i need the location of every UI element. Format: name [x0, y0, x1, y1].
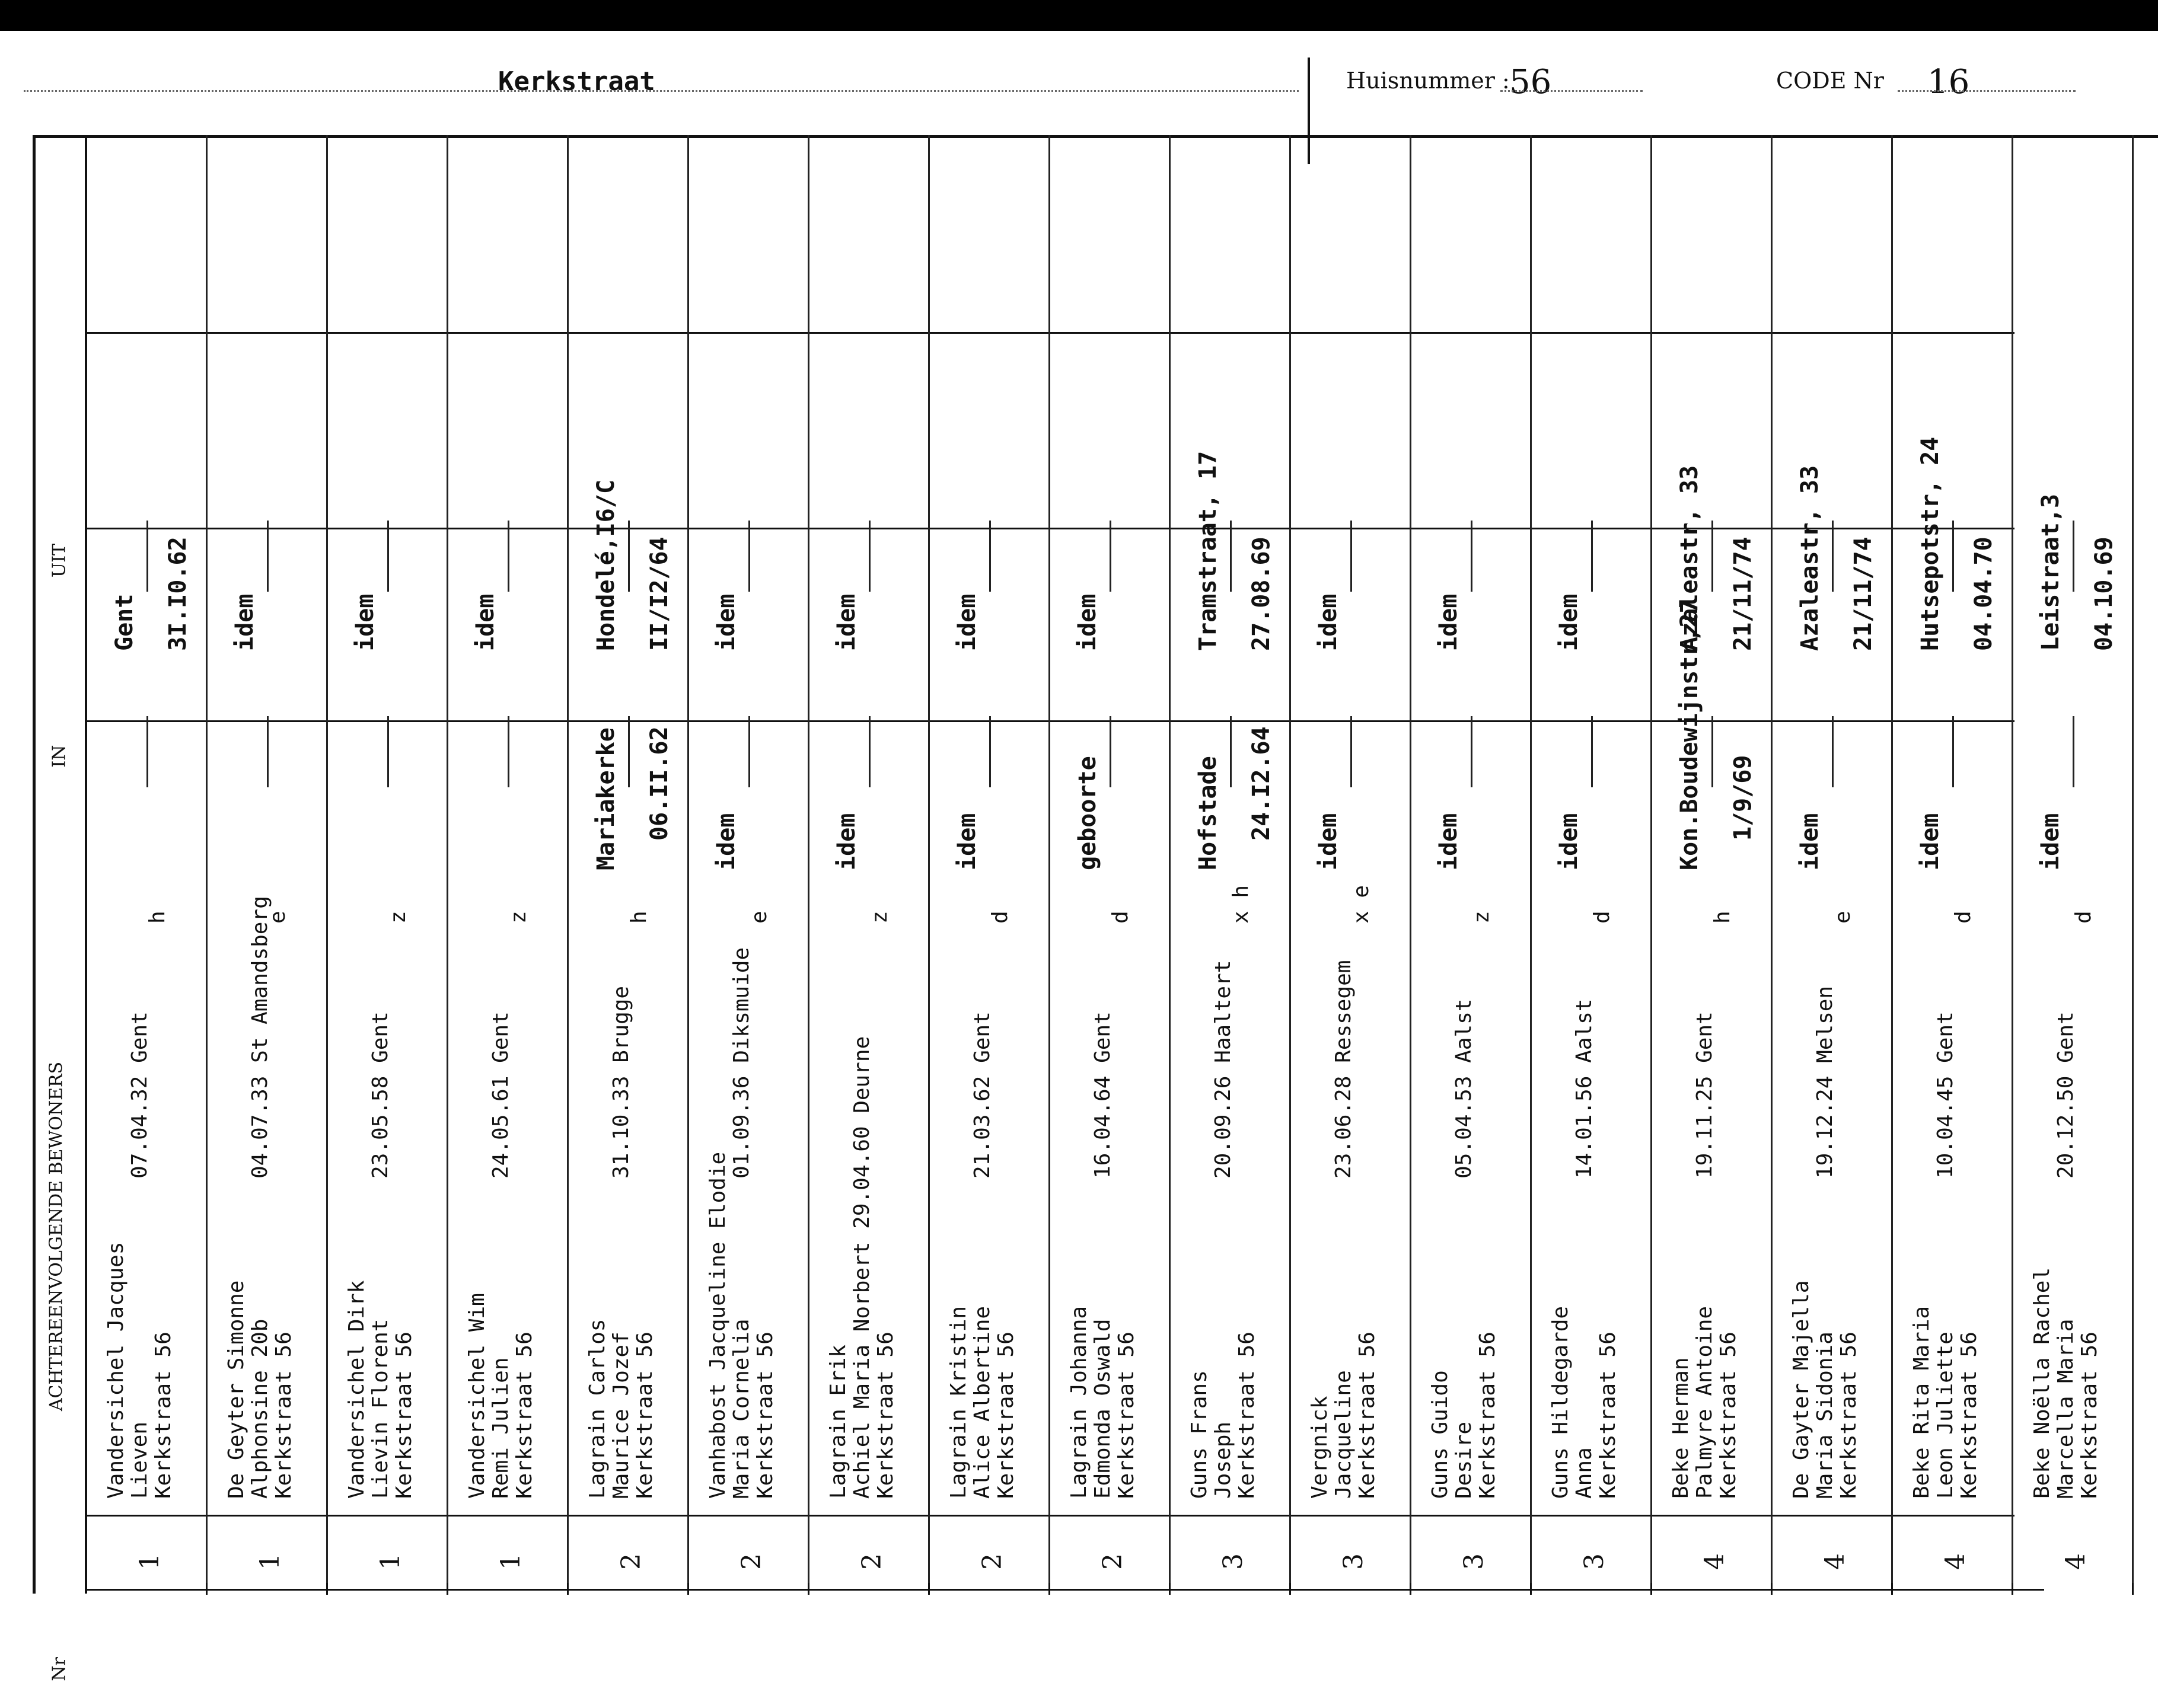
resident-address: Kerkstraat 56: [512, 1332, 537, 1499]
out-place: idem: [1555, 593, 1583, 651]
date-sub-divider: [387, 521, 389, 592]
residents-header: ACHTEREENVOLGENDE BEWONERS: [46, 1061, 67, 1412]
resident-name: Vanhabost Jacqueline Elodie: [706, 1151, 730, 1499]
out-place: Leistraat,3: [2037, 494, 2064, 651]
resident-column: [1773, 135, 1893, 1594]
resident-birth: 20.12.50 Gent: [2054, 1011, 2078, 1179]
in-place: idem: [1796, 813, 1824, 870]
in-place: geboorte: [1074, 756, 1101, 870]
house-number-label: Huisnummer :: [1346, 68, 1510, 94]
date-sub-divider: [1230, 716, 1232, 787]
date-sub-divider: [1110, 521, 1111, 592]
resident-address: Kerkstraat 56: [1475, 1332, 1500, 1499]
resident-column: [87, 135, 208, 1594]
resident-given-names: Edmonda Oswald: [1091, 1318, 1115, 1499]
out-place: idem: [231, 593, 259, 651]
resident-column: [1171, 135, 1291, 1594]
dotted-line: [24, 90, 1299, 92]
out-place: idem: [1074, 593, 1101, 651]
resident-given-names: Marcella Maria: [2054, 1318, 2078, 1499]
date-sub-divider: [748, 521, 750, 592]
date-sub-divider: [1110, 716, 1111, 787]
out-header: UIT: [49, 543, 70, 578]
resident-column: [1532, 135, 1652, 1594]
out-place: Tramstraat, 17: [1194, 451, 1222, 651]
resident-address: Kerkstraat 56: [1596, 1332, 1620, 1499]
resident-given-names: Lievin Florent: [368, 1318, 393, 1499]
in-place: idem: [713, 813, 740, 870]
date-sub-divider: [1471, 521, 1472, 592]
out-place: idem: [1315, 593, 1342, 651]
resident-nr: 4: [1700, 1553, 1730, 1570]
resident-birth: 20.09.26 Haaltert: [1211, 960, 1235, 1179]
out-place: idem: [472, 593, 499, 651]
resident-birth: 01.09.36 Diksmuide: [729, 947, 754, 1179]
resident-birth: 21.03.62 Gent: [970, 1011, 994, 1179]
resident-birth: 31.10.33 Brugge: [609, 985, 633, 1179]
card-header: [0, 31, 2158, 138]
date-sub-divider: [146, 521, 148, 592]
date-sub-divider: [1832, 521, 1834, 592]
resident-given-names: Achiel Maria Norbert 29.04.60 Deurne: [850, 1036, 874, 1499]
out-date: II/I2/64: [646, 537, 673, 651]
resident-column: [1893, 135, 2013, 1594]
resident-column: [1411, 135, 1532, 1594]
resident-column: [1291, 135, 1411, 1594]
out-date: 27.08.69: [1248, 537, 1275, 651]
resident-nr: 4: [1940, 1553, 1971, 1570]
dotted-line: [1898, 90, 2076, 92]
date-sub-divider: [869, 521, 871, 592]
resident-birth: 23.05.58 Gent: [368, 1011, 393, 1179]
resident-nr: 1: [496, 1553, 526, 1570]
house-number-value: 56: [1509, 63, 1552, 101]
resident-birth: 19.11.25 Gent: [1692, 1011, 1717, 1179]
resident-address: Kerkstraat 56: [392, 1332, 416, 1499]
date-sub-divider: [869, 716, 871, 787]
out-date: 04.10.69: [2090, 537, 2118, 651]
resident-name: Beke Herman: [1669, 1357, 1693, 1499]
resident-name: Lagrain Erik: [826, 1344, 850, 1499]
resident-birth: 16.04.64 Gent: [1091, 1011, 1115, 1179]
resident-birth: 05.04.53 Aalst: [1452, 998, 1476, 1179]
resident-status: z: [386, 911, 410, 924]
out-place: idem: [833, 593, 860, 651]
resident-given-names: Anna: [1572, 1447, 1596, 1499]
out-place: Gent: [111, 593, 138, 651]
resident-status: e: [747, 911, 772, 924]
resident-address: Kerkstraat 56: [151, 1332, 176, 1499]
resident-address: Kerkstraat 56: [1114, 1332, 1139, 1499]
date-sub-divider: [146, 716, 148, 787]
resident-status: x h: [1229, 885, 1253, 924]
resident-column: [2013, 135, 2134, 1594]
out-place: Hondelé,I6/C: [592, 480, 620, 651]
resident-column: [689, 135, 809, 1594]
resident-given-names: Maria Sidonia: [1813, 1332, 1837, 1499]
resident-status: d: [1108, 911, 1133, 924]
in-place: idem: [1315, 813, 1342, 870]
resident-status: d: [1590, 911, 1614, 924]
resident-address: Kerkstraat 56: [1355, 1332, 1379, 1499]
resident-name: Lagrain Carlos: [585, 1318, 610, 1499]
out-place: idem: [1435, 593, 1462, 651]
resident-status: h: [1710, 911, 1735, 924]
date-sub-divider: [508, 521, 509, 592]
resident-nr: 2: [1098, 1553, 1128, 1570]
resident-name: De Gayter Majella: [1789, 1280, 1813, 1499]
bottom-tick: [2132, 1583, 2134, 1595]
resident-nr: 3: [1338, 1553, 1369, 1570]
resident-name: Vandersichel Dirk: [345, 1280, 369, 1499]
in-header: IN: [49, 745, 70, 768]
resident-status: e: [1831, 911, 1855, 924]
resident-name: Beke Noëlla Rachel: [2030, 1267, 2054, 1499]
resident-address: Kerkstraat 56: [1837, 1332, 1861, 1499]
dotted-line: [1500, 90, 1643, 92]
resident-name: Vandersichel Jacques: [104, 1241, 128, 1499]
resident-address: Kerkstraat 56: [753, 1332, 777, 1499]
street-name: Kerkstraat: [498, 66, 655, 97]
top-black-band: [0, 0, 2158, 31]
in-place: idem: [833, 813, 860, 870]
date-sub-divider: [1711, 521, 1713, 592]
resident-address: Kerkstraat 56: [1235, 1332, 1259, 1499]
resident-status: d: [1951, 911, 1975, 924]
resident-column: [930, 135, 1050, 1594]
resident-address: Kerkstraat 56: [1716, 1332, 1741, 1499]
date-sub-divider: [267, 521, 269, 592]
resident-name: De Geyter Simonne: [224, 1280, 248, 1499]
resident-nr: 3: [1579, 1553, 1609, 1570]
resident-column: [208, 135, 328, 1594]
out-place: idem: [954, 593, 981, 651]
resident-given-names: Leon Juliette: [1933, 1332, 1958, 1499]
date-sub-divider: [387, 716, 389, 787]
resident-given-names: Desire: [1452, 1421, 1476, 1499]
date-sub-divider: [1832, 716, 1834, 787]
resident-name: Guns Frans: [1187, 1370, 1212, 1499]
resident-name: Vandersichel Wim: [465, 1293, 489, 1499]
resident-nr: 3: [1459, 1553, 1489, 1570]
resident-column: [448, 135, 569, 1594]
date-sub-divider: [989, 521, 991, 592]
resident-status: z: [868, 911, 892, 924]
resident-birth: 23.06.28 Ressegem: [1331, 960, 1356, 1179]
resident-nr: 1: [135, 1553, 165, 1570]
in-date: 06.II.62: [646, 726, 673, 841]
resident-name: Vergnick: [1308, 1396, 1332, 1499]
nr-header: Nr: [49, 1657, 70, 1681]
in-place: idem: [954, 813, 981, 870]
code-label: CODE Nr: [1776, 68, 1884, 94]
out-date: 3I.I0.62: [164, 537, 192, 651]
resident-column: [328, 135, 448, 1594]
in-date: 24.I2.64: [1248, 726, 1275, 841]
resident-status: z: [1470, 911, 1494, 924]
date-sub-divider: [1471, 716, 1472, 787]
out-place: Azaleastr, 33: [1796, 465, 1824, 651]
in-place: idem: [1435, 813, 1462, 870]
resident-given-names: Alice Albertine: [970, 1305, 994, 1499]
date-sub-divider: [1350, 521, 1352, 592]
date-sub-divider: [267, 716, 269, 787]
out-date: 21/11/74: [1850, 537, 1877, 651]
out-date: 21/11/74: [1729, 537, 1757, 651]
date-sub-divider: [508, 716, 509, 787]
resident-columns: [87, 135, 2158, 1594]
date-sub-divider: [2073, 716, 2074, 787]
in-date: 1/9/69: [1729, 755, 1757, 841]
resident-address: Kerkstraat 56: [633, 1332, 657, 1499]
resident-nr: 1: [375, 1553, 406, 1570]
in-place: Kon.Boudewijnstr,27: [1676, 599, 1703, 870]
out-date: 04.04.70: [1970, 537, 1997, 651]
resident-nr: 2: [737, 1553, 767, 1570]
in-place: idem: [1555, 813, 1583, 870]
date-sub-divider: [748, 716, 750, 787]
resident-given-names: Alphonsine 20b: [248, 1318, 272, 1499]
resident-column: [1652, 135, 1773, 1594]
resident-nr: 2: [857, 1553, 887, 1570]
in-place: idem: [1917, 813, 1944, 870]
resident-address: Kerkstraat 56: [874, 1332, 898, 1499]
resident-nr: 2: [616, 1553, 646, 1570]
resident-given-names: Maria Cornelia: [729, 1318, 754, 1499]
resident-birth: 07.04.32 Gent: [127, 1011, 152, 1179]
resident-given-names: Remi Julien: [489, 1357, 513, 1499]
resident-nr: 3: [1218, 1553, 1248, 1570]
in-place: Hofstade: [1194, 756, 1222, 870]
date-sub-divider: [1952, 521, 1954, 592]
date-sub-divider: [628, 521, 630, 592]
resident-given-names: Maurice Jozef: [609, 1332, 633, 1499]
in-place: idem: [2037, 813, 2064, 870]
out-place: idem: [352, 593, 379, 651]
resident-given-names: Jacqueline: [1331, 1370, 1356, 1499]
resident-column: [569, 135, 689, 1594]
date-sub-divider: [1591, 716, 1593, 787]
date-sub-divider: [628, 716, 630, 787]
resident-nr: 4: [2061, 1553, 2091, 1570]
column-header-strip: [33, 135, 87, 1681]
resident-address: Kerkstraat 56: [1957, 1332, 1981, 1499]
date-sub-divider: [1591, 521, 1593, 592]
resident-birth: 24.05.61 Gent: [489, 1011, 513, 1179]
resident-address: Kerkstraat 56: [2077, 1332, 2102, 1499]
date-sub-divider: [989, 716, 991, 787]
resident-column: [1050, 135, 1171, 1594]
resident-address: Kerkstraat 56: [272, 1332, 296, 1499]
resident-status: d: [988, 911, 1012, 924]
resident-column: [809, 135, 930, 1594]
resident-status: h: [145, 911, 170, 924]
resident-birth: 14.01.56 Aalst: [1572, 998, 1596, 1179]
resident-name: Guns Hildegarde: [1548, 1305, 1573, 1499]
resident-address: Kerkstraat 56: [994, 1332, 1018, 1499]
resident-status: h: [627, 911, 651, 924]
date-sub-divider: [2073, 521, 2074, 592]
resident-name: Guns Guido: [1428, 1370, 1452, 1499]
resident-nr: 1: [255, 1553, 285, 1570]
out-place: Azaleastr, 33: [1676, 465, 1703, 651]
date-sub-divider: [1711, 716, 1713, 787]
resident-birth: 10.04.45 Gent: [1933, 1011, 1958, 1179]
out-place: idem: [713, 593, 740, 651]
date-sub-divider: [1350, 716, 1352, 787]
resident-status: z: [506, 911, 531, 924]
resident-given-names: Palmyre Antoine: [1692, 1305, 1717, 1499]
resident-name: Lagrain Johanna: [1067, 1305, 1091, 1499]
resident-birth: 04.07.33 St Amandsberg: [248, 896, 272, 1179]
resident-name: Lagrain Kristin: [946, 1305, 971, 1499]
date-sub-divider: [1952, 716, 1954, 787]
resident-given-names: Joseph: [1211, 1421, 1235, 1499]
out-place: Hutsepotstr, 24: [1917, 436, 1944, 651]
resident-status: d: [2071, 911, 2096, 924]
in-place: Mariakerke: [592, 727, 620, 870]
code-value: 16: [1927, 63, 1970, 101]
resident-nr: 2: [977, 1553, 1008, 1570]
resident-given-names: Lieven: [127, 1421, 152, 1499]
date-sub-divider: [1230, 521, 1232, 592]
resident-name: Beke Rita Maria: [1910, 1305, 1934, 1499]
resident-birth: 19.12.24 Melsen: [1813, 985, 1837, 1179]
resident-status: x e: [1349, 885, 1373, 924]
resident-status: e: [266, 911, 290, 924]
resident-nr: 4: [1820, 1553, 1850, 1570]
